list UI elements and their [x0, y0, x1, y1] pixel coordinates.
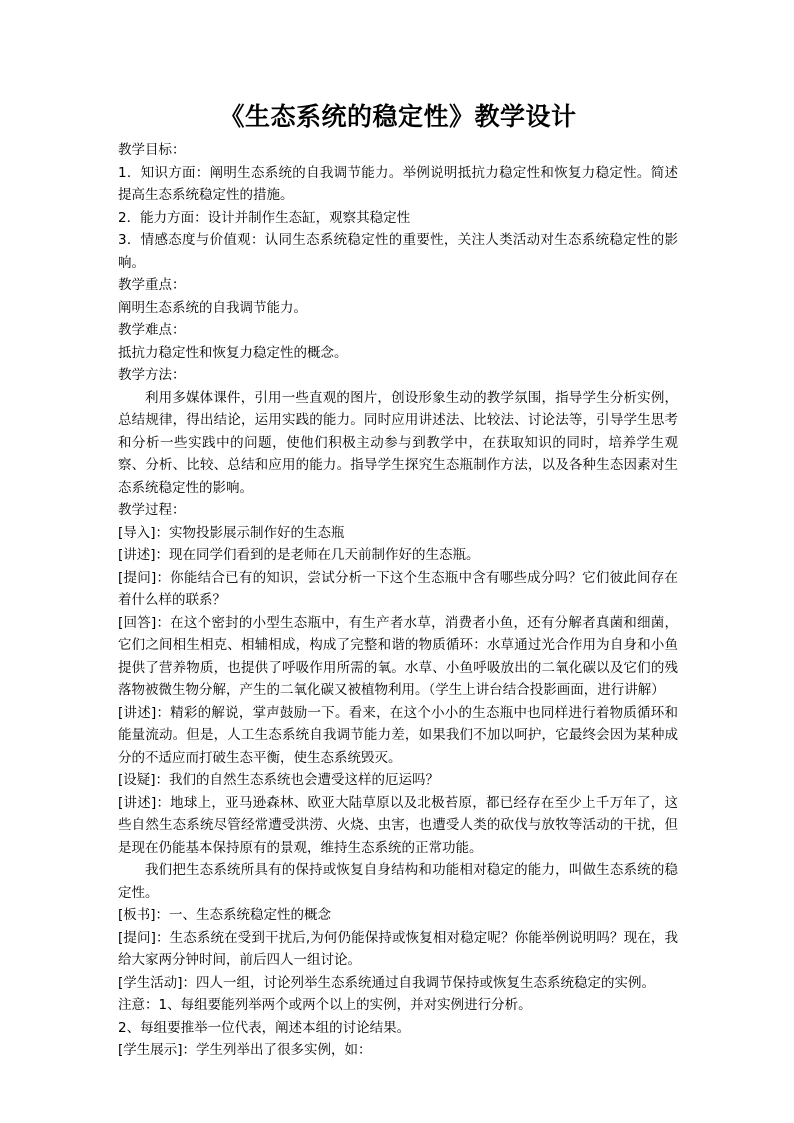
process-note-1: 注意：1、每组要能列举两个或两个以上的实例，并对实例进行分析。 [118, 997, 532, 1013]
process-student-showcase: [学生展示]：学生列举出了很多实例，如： [118, 1042, 372, 1058]
document-page [118, 100, 678, 1062]
methods-text: 利用多媒体课件，引用一些直观的图片，创设形象生动的教学氛围，指导学生分析实例，总结规律，得出结论，运用实践的能力。同时应用讲述法、比较法、讨论法等，引导学生思考和分析一些实践中的问题，使他们积极主动参与到教学中，在获取知识的同时，培养学生观察、分析、比较、总结和应用的能力。指导学生探究生态瓶制作方法，以及各种生态因素对生态系统稳定性的影响。 [118, 389, 678, 496]
stability-definition: 我们把生态系统所具有的保持或恢复自身结构和功能相对稳定的能力，叫做生态系统的稳定性。 [118, 862, 678, 901]
process-narration-2: [讲述]：精彩的解说，掌声鼓励一下。看来，在这个小小的生态瓶中也同样进行着物质循环和能量流动。但是，人工生态系统自我调节能力差，如果我们不加以呵护，它最终会因为某种成分的不适应而打破生态平衡，使生态系统毁灭。 [118, 704, 678, 766]
process-question-2: [提问]：生态系统在受到干扰后,为何仍能保持或恢复相对稳定呢？你能举例说明吗？现在，我给大家两分钟时间，前后四人一组讨论。 [118, 929, 678, 968]
objective-ability: 2．能力方面：设计并制作生态缸，观察其稳定性 [118, 209, 411, 226]
process-answer: [回答]：在这个密封的小型生态瓶中，有生产者水草，消费者小鱼，还有分解者真菌和细菌，它们之间相生相克、相辅相成，构成了完整和谐的物质循环：水草通过光合作用为自身和小鱼提供了营养物质，也提供了呼吸作用所需的氧。水草、小鱼呼吸放出的二氧化碳以及它们的残落物被微生物分解，产生的二氧化碳又被植物利用。（学生上讲台结合投影画面，进行讲解） [118, 614, 678, 698]
section-heading-process: 教学过程： [118, 502, 186, 518]
process-question-1: [提问]：你能结合已有的知识，尝试分析一下这个生态瓶中含有哪些成分吗？它们彼此间存在着什么样的联系？ [118, 569, 678, 608]
process-narration-1: [讲述]：现在同学们看到的是老师在几天前制作好的生态瓶。 [118, 547, 480, 563]
difficulty-text: 抵抗力稳定性和恢复力稳定性的概念。 [118, 344, 348, 361]
section-heading-objectives: 教学目标： [118, 142, 186, 158]
section-heading-key-points: 教学重点： [118, 277, 186, 293]
key-point-text: 阐明生态系统的自我调节能力。 [118, 299, 307, 316]
process-intro: [导入]：实物投影展示制作好的生态瓶 [118, 524, 345, 541]
objective-attitude: 3．情感态度与价值观：认同生态系统稳定性的重要性，关注人类活动对生态系统稳定性的影响。 [118, 232, 678, 271]
document-title: 《生态系统的稳定性》教学设计 [219, 102, 577, 131]
section-heading-methods: 教学方法： [118, 367, 186, 383]
section-heading-difficulties: 教学难点： [118, 322, 186, 338]
document-body [118, 139, 678, 1062]
process-note-2: 2、每组要推举一位代表，阐述本组的讨论结果。 [118, 1019, 411, 1036]
process-student-activity: [学生活动]：四人一组，讨论列举生态系统通过自我调节保持或恢复生态系统稳定的实例。 [118, 974, 656, 991]
process-doubt: [设疑]：我们的自然生态系统也会遭受这样的厄运吗？ [118, 772, 440, 788]
process-narration-3: [讲述]：地球上，亚马逊森林、欧亚大陆草原以及北极苔原，都已经存在至少上千万年了，这些自然生态系统尽管经常遭受洪涝、火烧、虫害，也遭受人类的砍伐与放牧等活动的干扰，但是现在仍能基本保持原有的景观，维持生态系统的正常功能。 [118, 794, 678, 856]
process-board-1: [板书]：一、生态系统稳定性的概念 [118, 907, 332, 923]
objective-knowledge: 1．知识方面：阐明生态系统的自我调节能力。举例说明抵抗力稳定性和恢复力稳定性。简述提高生态系统稳定性的措施。 [118, 164, 678, 203]
